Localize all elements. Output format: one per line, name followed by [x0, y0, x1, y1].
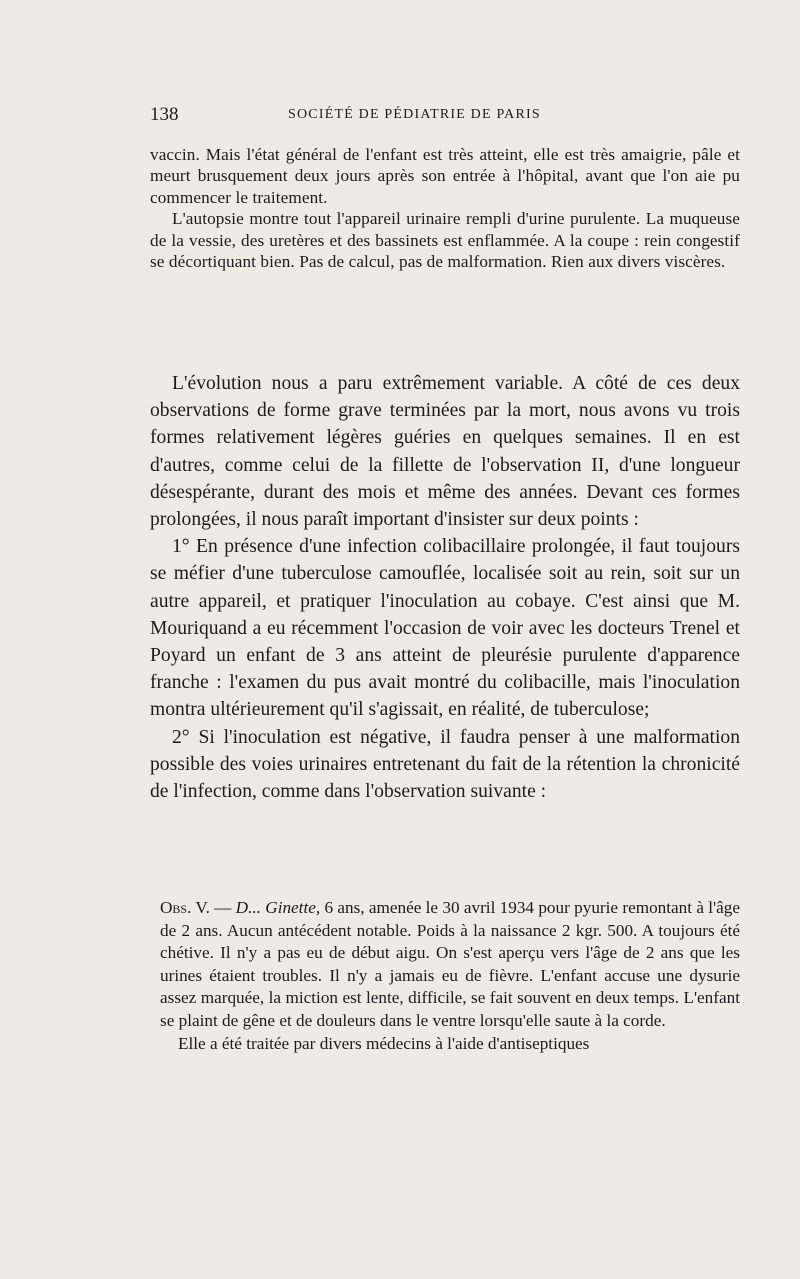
observation-v — [160, 897, 740, 1055]
obs-last-line: Elle a été traitée par divers médecins à l'aide d'antiseptiques — [178, 1033, 590, 1053]
paragraph: vaccin. Mais l'état général de l'enfant est très atteint, elle est très amaigrie, pâle et meurt brusquement deux jours après son entrée à l'hôpital, avant que l'on aie pu commencer le traitement. — [150, 145, 740, 207]
discussion — [150, 370, 740, 805]
running-title: SOCIÉTÉ DE PÉDIATRIE DE PARIS — [288, 107, 541, 122]
paragraph-point-2: 2° Si l'inoculation est négative, il faudra penser à une malformation possible des voies urinaires entretenant du fait de la rétention la chronicité de l'infection, comme dans l'observation suivante : — [150, 726, 740, 803]
paragraph-point-1: 1° En présence d'une infection colibacillaire prolongée, il faut toujours se méfier d'une tuberculose camouflée, localisée soit au rein, soit sur un autre appareil, et pratiquer l'inoculation au cobaye. C'est ainsi que M. Mouriquand a eu récemment l'occasion de voir avec les docteurs Trenel et Poyard un enfant de 3 ans atteint de pleurésie purulente d'apparence franche : l'examen du pus avait montré du colibacille, mais l'inoculation montra ultérieurement qu'il s'agissait, en réalité, de tuberculose; — [150, 536, 740, 721]
obs-text: 6 ans, amenée le 30 avril 1934 pour pyurie remontant à l'âge de 2 ans. Aucun antécédent notable. Poids à la naissance 2 kgr. 500. A toujours été chétive. Il n'y a pas eu de début aigu. On s'est aperçu vers l'âge de 2 ans que les urines étaient troubles. Il n'y a jamais eu de fièvre. L'enfant accuse une dysurie assez marquée, la miction est lente, difficile, se fait souvent en deux temps. L'enfant se plaint de gêne et de douleurs dans le ventre lorsqu'elle saute à la corde. — [160, 898, 740, 1030]
obs-label: Obs. V. — [160, 898, 210, 917]
obs-dash: — — [209, 898, 236, 917]
case-conclusion — [150, 144, 740, 272]
paragraph-autopsy: L'autopsie montre tout l'appareil urinaire rempli d'urine purulente. La muqueuse de la vessie, des uretères et des bassinets est enflammée. A la coupe : rein congestif se décortiquant bien. Pas de calcul, pas de malformation. Rien aux divers viscères. — [150, 209, 740, 272]
page-number: 138 — [150, 104, 179, 125]
obs-patient: D... Ginette, — [235, 898, 321, 917]
paragraph-evolution: L'évolution nous a paru extrêmement variable. A côté de ces deux observations de forme grave terminées par la mort, nous avons vu trois formes relativement légères guéries en quelques semaines. Il en est d'autres, comme celui de la fillette de l'observation II, d'une longueur désespérante, durant des mois et même des années. Devant ces formes prolongées, il nous paraît important d'insister sur deux points : — [150, 373, 740, 531]
page-header — [150, 104, 740, 130]
